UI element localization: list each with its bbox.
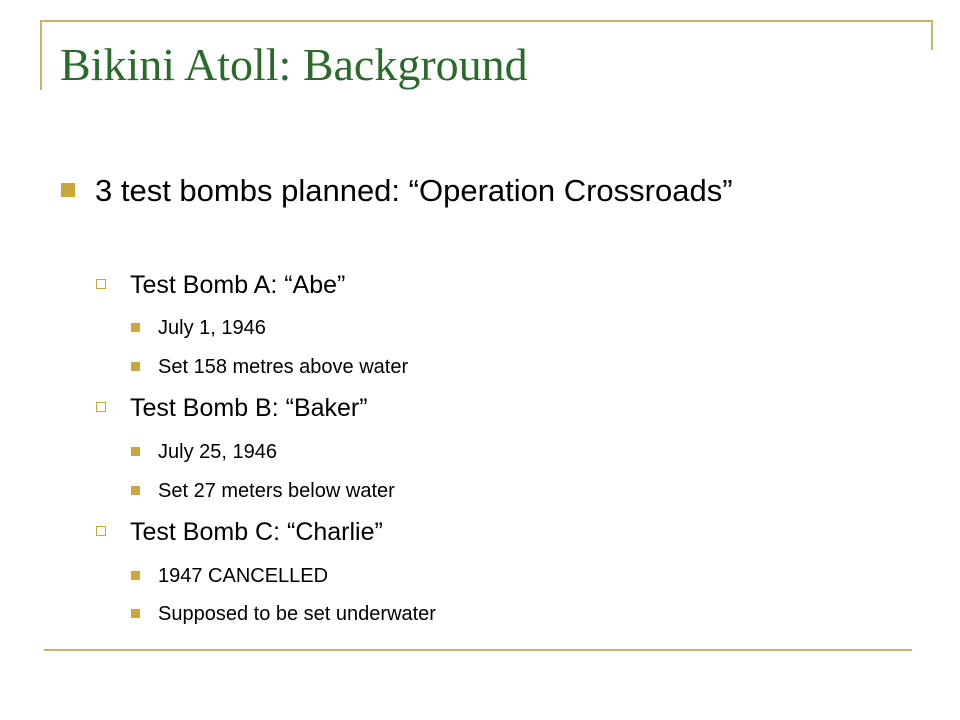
- square-bullet-icon: [61, 183, 75, 197]
- hollow-square-bullet-icon: [96, 526, 106, 536]
- detail-text: July 1, 1946: [158, 317, 266, 339]
- square-bullet-icon: [131, 609, 140, 618]
- square-bullet-icon: [131, 323, 140, 332]
- hollow-square-bullet-icon: [96, 279, 106, 289]
- sub-bullet-text: Test Bomb C: “Charlie”: [130, 518, 383, 546]
- detail-text: 1947 CANCELLED: [158, 565, 329, 587]
- square-bullet-icon: [131, 362, 140, 371]
- square-bullet-icon: [131, 571, 140, 580]
- detail-text: July 25, 1946: [158, 441, 277, 463]
- bullet-text: 3 test bombs planned: “Operation Crossroads”: [95, 173, 733, 208]
- left-rule: [40, 20, 42, 90]
- top-rule: [40, 20, 932, 22]
- sub-bullet-text: Test Bomb A: “Abe”: [130, 271, 346, 299]
- sub-bullet-text: Test Bomb B: “Baker”: [130, 394, 368, 422]
- square-bullet-icon: [131, 486, 140, 495]
- detail-text: Supposed to be set underwater: [158, 603, 436, 625]
- bottom-rule: [44, 649, 912, 651]
- detail-text: Set 27 meters below water: [158, 480, 395, 502]
- right-rule: [931, 20, 933, 50]
- detail-text: Set 158 metres above water: [158, 356, 409, 378]
- square-bullet-icon: [131, 447, 140, 456]
- slide-title: Bikini Atoll: Background: [60, 39, 528, 90]
- hollow-square-bullet-icon: [96, 402, 106, 412]
